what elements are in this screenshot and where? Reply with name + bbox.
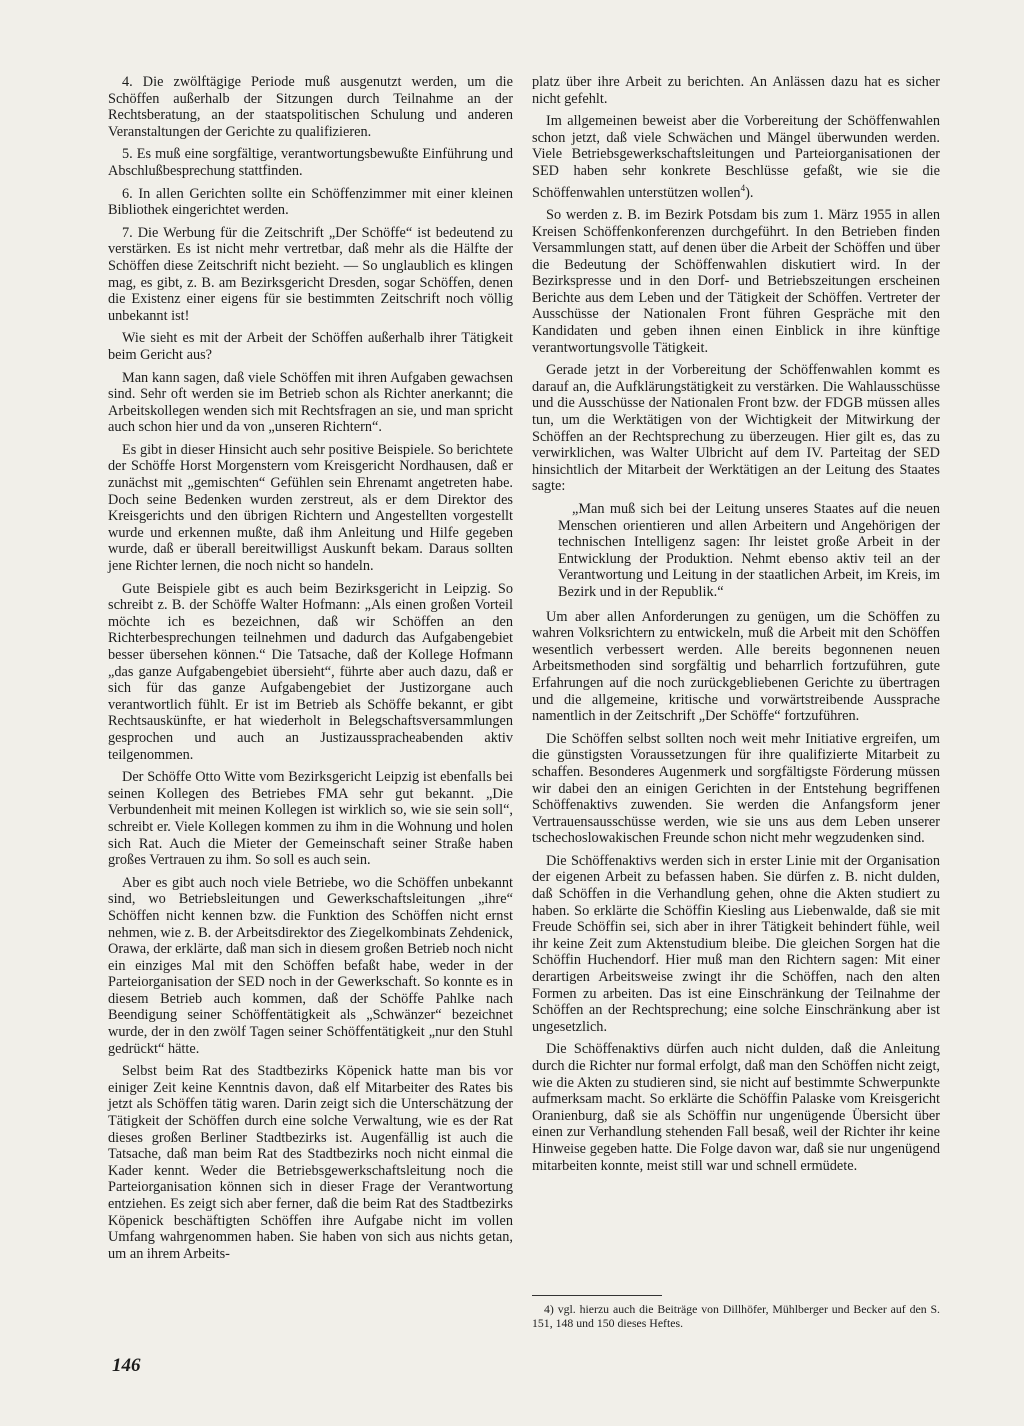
footnote-divider — [532, 1295, 662, 1296]
paragraph: Wie sieht es mit der Arbeit der Schöffen außerhalb ihrer Tätigkeit beim Gericht aus? — [108, 330, 513, 363]
paragraph: So werden z. B. im Bezirk Potsdam bis zum 1. März 1955 in allen Kreisen Schöffenkonferenzen durchgeführt. In den Betrieben finden Versammlungen statt, auf denen über die Arbeit der Schöffen und über die Bedeutung der Schöffenwahlen diskutiert wird. In der Bezirkspresse und in den Dorf- und Betriebszeitungen erscheinen Berichte aus dem Leben und der Tätigkeit der Schöffen. Vertreter der Ausschüsse der Nationalen Front führen Gespräche mit den Kandidaten und geben ihnen einen Einblick in ihre künftige verantwortungsvolle Tätigkeit. — [532, 206, 940, 356]
block-quote: „Man muß sich bei der Leitung unseres Staates auf die neuen Menschen orientieren und allen Arbeitern und Angehörigen der technischen Intelligenz sagen: Ihr leistet große Arbeit in der Entwicklung der Produktion. Nehmt ebenso aktiv teil an der Verantwortung und Leitung in der staatlichen Arbeit, im Kreis, im Bezirk und in der Republik.“ — [558, 501, 940, 600]
paragraph: Aber es gibt auch noch viele Betriebe, wo die Schöffen unbekannt sind, wo Betriebsleitungen und Gewerkschaftsleitungen „ihre“ Schöffen nicht kennen bzw. die Funktion des Schöffen nicht ernst nehmen, wie z. B. der Arbeitsdirektor des Ziegelkombinats Zehdenick, Orawa, der erklärte, daß man sich in diesem großen Betrieb noch nicht ein einziges Mal mit den Schöffen befaßt habe, weder in der Parteiorganisation der SED noch in der Gewerkschaft. So konnte es in diesem Betrieb auch kommen, daß der Schöffe Pahlke nach Beendigung seiner Schöffentätigkeit als „Schwänzer“ bezeichnet wurde, der in den zwölf Tagen seiner Schöffentätigkeit „nur den Stuhl gedrückt“ hätte. — [108, 874, 513, 1057]
paragraph-text: Im allgemeinen beweist aber die Vorbereitung der Schöffenwahlen schon jetzt, daß viele Schwächen und Mängel überwunden werden. Viele Betriebsgewerkschaftsleitungen und Parteiorganisationen der SED haben sehr konkrete Beschlüsse gefaßt, wie sie die Schöffenwahlen unterstützen wollen — [532, 113, 940, 201]
left-column — [108, 74, 513, 1268]
paragraph: Die Schöffen selbst sollten noch weit mehr Initiative ergreifen, um die günstigsten Voraussetzungen für ihre qualifizierte Mitarbeit zu schaffen. Besonderes Augenmerk und sorgfältigste Förderung müssen wir dabei den an einigen Gerichten in der Entstehung begriffenen Schöffenaktivs zuwenden. Sie werden die Anfangsform jener Vertrauensausschüsse werden, wie sie uns aus dem Leben unserer tschechoslowakischen Freunde schon nicht mehr wegzudenken sind. — [532, 730, 940, 847]
paragraph: Gute Beispiele gibt es auch beim Bezirksgericht in Leipzig. So schreibt z. B. der Schöffe Walter Hofmann: „Als einen großen Vorteil möchte ich es bezeichnen, daß wir Schöffen an den Richterbesprechungen teilnehmen und dadurch das Aufgabengebiet besser übersehen können.“ Die Tatsache, daß der Kollege Hofmann „das ganze Aufgabengebiet übersieht“, führte aber auch dazu, daß er sich für das ganze Aufgabengebiet der Justizorgane auch verantwortlich fühlt. Er ist im Betrieb als Schöffe bekannt, er gibt Rechtsauskünfte, er hat wiederholt in Belegschaftsversammlungen gesprochen und auch an Justizausspracheabenden aktiv teilgenommen. — [108, 580, 513, 763]
footnote: 4) vgl. hierzu auch die Beiträge von Dillhöfer, Mühlberger und Becker auf den S. 151, 148 und 150 dieses Heftes. — [532, 1302, 940, 1330]
paragraph: Die Schöffenaktivs dürfen auch nicht dulden, daß die Anleitung durch die Richter nur formal erfolgt, daß man den Schöffen nicht zeigt, wie die Akten zu studieren sind, sie nicht auf bestimmte Schwerpunkte aufmerksam macht. So erklärte die Schöffin Palaske vom Kreisgericht Oranienburg, daß sie als Schöffin nur ungenügende Übersicht über einen zur Verhandlung stehenden Fall besaß, weil der Richter ihr keine Hinweise gegeben hatte. Die Folge davon war, daß sie nur ungenügend mitarbeiten konnte, meist still war und schnell ermüdete. — [532, 1041, 940, 1174]
paragraph: Gerade jetzt in der Vorbereitung der Schöffenwahlen kommt es darauf an, die Aufklärungstätigkeit zu verstärken. Die Wahlausschüsse und die Ausschüsse der Nationalen Front bzw. der FDGB müssen alles tun, um die Werktätigen von der Wichtigkeit der Mitwirkung der Schöffen an der Rechtsprechung zu überzeugen. Hier gilt es, das zu verwirklichen, was Walter Ulbricht auf dem IV. Parteitag der SED hinsichtlich der Mitarbeit der Werktätigen an der Leitung des Staates sagte: — [532, 362, 940, 495]
paragraph-text-end: ). — [745, 184, 754, 201]
list-item-6: 6. In allen Gerichten sollte ein Schöffenzimmer mit einer kleinen Bibliothek eingerichtet werden. — [108, 185, 513, 219]
list-item-7: 7. Die Werbung für die Zeitschrift „Der Schöffe“ ist bedeutend zu verstärken. Es ist nicht mehr vertretbar, daß mehr als die Hälfte der Schöffen diese Zeitschrift nicht bezieht. — So unglaublich es klingen mag, es gibt, z. B. am Bezirksgericht Dresden, sogar Schöffen, denen die Existenz einer eigens für sie bestimmten Zeitschrift noch völlig unbekannt ist! — [108, 224, 513, 324]
paragraph: Es gibt in dieser Hinsicht auch sehr positive Beispiele. So berichtete der Schöffe Horst Morgenstern vom Kreisgericht Nordhausen, daß er zunächst mit „gemischten“ Gefühlen sein Ehrenamt angetreten habe. Doch seine Bedenken wurden zerstreut, als er dem Direktor des Kreisgerichts und den übrigen Richtern und Angestellten vorgestellt wurde und erkennen mußte, daß ihm Anleitung und Hilfe gegeben wurde, daß er überall bereitwilligst Auskunft bekam. Daraus sollten jene Richter lernen, die noch nicht so handeln. — [108, 441, 513, 575]
list-item-5: 5. Es muß eine sorgfältige, verantwortungsbewußte Einführung und Abschlußbesprechung stattfinden. — [108, 146, 513, 179]
page-number: 146 — [112, 1355, 141, 1376]
footnote-marker: 4 — [740, 182, 746, 193]
paragraph: Man kann sagen, daß viele Schöffen mit ihren Aufgaben gewachsen sind. Sehr oft werden sie im Betrieb schon als Richter anerkannt; die Arbeitskollegen wenden sich mit Rechtsfragen an sie, und man spricht auch schon hier und da von „unseren Richtern“. — [108, 369, 513, 436]
paragraph: Die Schöffenaktivs werden sich in erster Linie mit der Organisation der eigenen Arbeit zu befassen haben. Sie dürfen z. B. nicht dulden, daß Schöffen in die Verhandlung gehen, ohne die Akten studiert zu haben. So erklärte die Schöffin Kiesling aus Liebenwalde, daß sie mit Freude Schöffin sei, sich aber in ihrer Tätigkeit behindert fühle, weil ihr keine Zeit zum Aktenstudium bleibe. Die gleichen Sorgen hat die Schöffin Huchendorf. Hier muß man den Richtern sagen: Mit einer derartigen Arbeitsweise zwingt ihr die Schöffen, nach den alten Formen zu arbeiten. Das ist eine Einschränkung der Teilnahme der Schöffen an der Rechtsprechung; eine solche Einschränkung aber ist ungesetzlich. — [532, 852, 940, 1035]
continued-paragraph: platz über ihre Arbeit zu berichten. An Anlässen dazu hat es sicher nicht gefehlt. — [532, 74, 940, 107]
right-column — [532, 74, 940, 1180]
paragraph-with-footnote — [532, 113, 940, 201]
paragraph: Der Schöffe Otto Witte vom Bezirksgericht Leipzig ist ebenfalls bei seinen Kollegen des Betriebes FMA sehr gut bekannt. „Die Verbundenheit mit meinen Kollegen ist wirklich so, wie sie sein soll“, schreibt er. Viele Kollegen kommen zu ihm in die Wohnung und holen sich Rat. Auch die Mieter der Gemeinschaft seiner Straße haben großes Vertrauen zu ihm. So soll es auch sein. — [108, 769, 513, 869]
paragraph: Selbst beim Rat des Stadtbezirks Köpenick hatte man bis vor einiger Zeit keine Kenntnis davon, daß elf Mitarbeiter des Rates bis jetzt als Schöffen tätig waren. Darin zeigt sich die Unterschätzung der Tätigkeit der Schöffen durch eine solche Verwaltung, wie es der Rat dieses großen Berliner Stadtbezirks ist. Augenfällig ist auch die Tatsache, daß man beim Rat des Stadtbezirks noch nicht einmal die Kader kennt. Weder die Betriebsgewerkschaftsleitung noch die Parteiorganisation können sich in dieser Frage der Verantwortung entziehen. Es zeigt sich aber ferner, daß die beim Rat des Stadtbezirks Köpenick beschäftigten Schöffen ihre Aufgabe nicht im vollen Umfang wahrgenommen haben. Sie haben von sich aus nichts getan, um an ihrem Arbeits- — [108, 1063, 513, 1262]
list-item-4: 4. Die zwölftägige Periode muß ausgenutzt werden, um die Schöffen außerhalb der Sitzungen durch Teilnahme an der Rechtsberatung, an der staatspolitischen Schulung und anderen Veranstaltungen der Gerichte zu qualifizieren. — [108, 74, 513, 140]
paragraph: Um aber allen Anforderungen zu genügen, um die Schöffen zu wahren Volksrichtern zu entwickeln, muß die Arbeit mit den Schöffen wesentlich verbessert werden. Alle bereits begonnenen neuen Arbeitsmethoden sind sorgfältig und beharrlich fortzuführen, gute Erfahrungen auf die noch zurückgebliebenen Gerichte zu übertragen und die allgemeine, kritische und vorwärtstreibende Aussprache namentlich in der Zeitschrift „Der Schöffe“ fortzuführen. — [532, 608, 940, 725]
